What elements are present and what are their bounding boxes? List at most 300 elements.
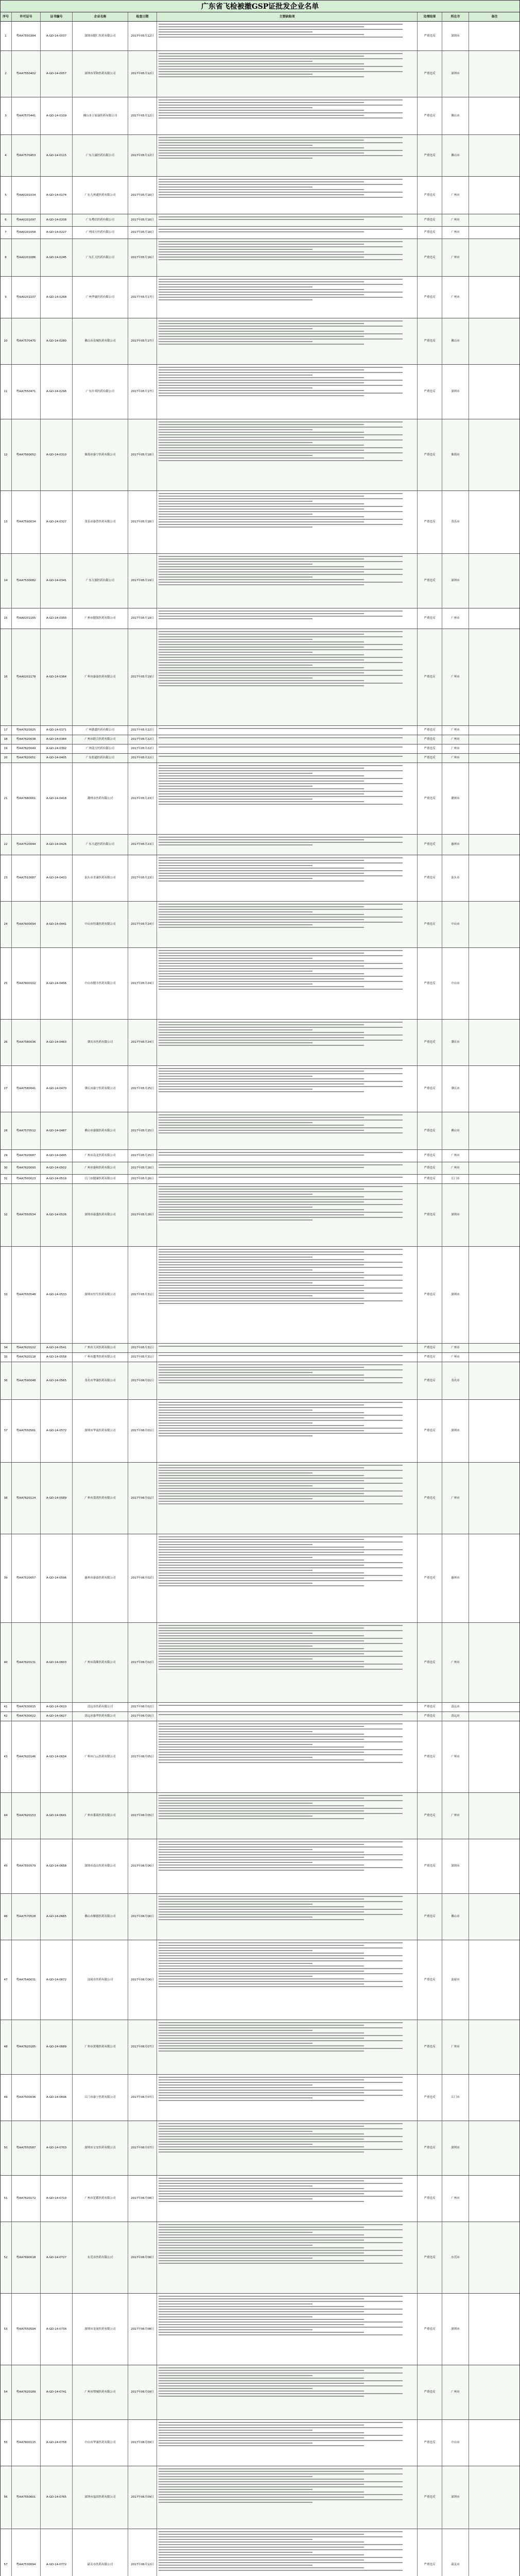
- defect-text-line: [159, 582, 403, 583]
- defect-text-line: [159, 1628, 364, 1629]
- city-cell: 中山市: [442, 948, 469, 1019]
- defect-text-line: [159, 1749, 403, 1750]
- inspection-date-cell: 2017年06月06日: [128, 1940, 157, 2020]
- header-cell-index: 序号: [2, 15, 9, 19]
- row-index-cell: 31: [4, 1177, 8, 1180]
- defect-text-line: [159, 2380, 403, 2381]
- defect-text-line: [159, 1298, 364, 1299]
- defect-text-line: [159, 1251, 364, 1252]
- defect-text-line: [159, 973, 364, 974]
- company-name-cell: 韶关市医药有限公司: [72, 2529, 128, 2576]
- cert-cell: A-GD-14-0627: [40, 1712, 72, 1721]
- defect-text-line: [159, 140, 364, 141]
- defect-text-line: [159, 953, 364, 954]
- company-name-cell: 中山市华康医药有限公司: [72, 2420, 128, 2466]
- result-cell: 严重违反: [417, 365, 442, 419]
- result-cell: 严重违反: [417, 1400, 442, 1462]
- result-cell: 严重违反: [417, 491, 442, 553]
- defect-text-line: [159, 1503, 403, 1504]
- defect-text-line: [159, 2316, 313, 2317]
- defect-text-line: [159, 197, 403, 198]
- defect-text-line: [159, 516, 364, 517]
- notes-cell: [469, 277, 520, 318]
- defect-text-line: [159, 2077, 403, 2078]
- company-name-cell: 广东大道医药有限公司: [72, 835, 128, 855]
- license-cell: 粤AA7550384: [11, 22, 40, 50]
- city-cell: 广州市: [442, 1150, 469, 1162]
- defect-text-line: [159, 1375, 364, 1376]
- defect-text-line: [159, 1896, 403, 1897]
- cert-cell: A-GD-14-0758: [40, 2420, 72, 2466]
- company-name-cell: 茂名市华康医药有限公司: [72, 1362, 128, 1399]
- row-index-cell: 29: [4, 1154, 8, 1157]
- defect-text-line: [159, 1027, 403, 1028]
- license-cell: 粤AA7630015: [11, 1703, 40, 1711]
- notes-cell: [469, 1362, 520, 1399]
- defect-text-line: [159, 1870, 364, 1871]
- defect-text-line: [159, 2198, 313, 2199]
- result-cell: 严重违反: [417, 744, 442, 753]
- defect-text-line: [159, 2440, 403, 2441]
- defect-text-line: [159, 786, 313, 787]
- defect-text-line: [159, 496, 364, 497]
- company-name-cell: 深圳市宝安医药有限公司: [72, 2121, 128, 2175]
- defect-text-line: [159, 917, 403, 918]
- license-cell: 粤AA0201034: [11, 177, 40, 214]
- table-row: [0, 1793, 520, 1839]
- defect-text-line: [159, 839, 364, 840]
- result-cell: 严重违反: [417, 1162, 442, 1174]
- defect-text-line: [159, 1498, 313, 1499]
- cert-cell: A-GD-14-0596: [40, 1534, 72, 1622]
- defect-text-line: [159, 1955, 403, 1956]
- defect-text-line: [159, 1042, 313, 1043]
- defect-text-line: [159, 775, 364, 776]
- defect-text-line: [159, 2332, 364, 2333]
- inspection-date-cell: 2017年06月01日: [128, 1463, 157, 1534]
- city-cell: 广州市: [442, 608, 469, 629]
- defect-text-line: [159, 1303, 364, 1304]
- license-cell: 粤AA7620153: [11, 1793, 40, 1839]
- city-cell: 江门市: [442, 2075, 469, 2121]
- defect-text-line: [159, 1257, 313, 1258]
- defect-text-line: [159, 2043, 313, 2044]
- notes-cell: [469, 948, 520, 1019]
- defect-text-line: [159, 1651, 403, 1652]
- defect-text-line: [159, 1091, 364, 1092]
- table-row: [0, 97, 520, 135]
- defect-text-line: [159, 2180, 364, 2181]
- defect-text-line: [159, 1071, 364, 1072]
- defect-text-line: [159, 427, 403, 428]
- row-index-cell: 16: [4, 675, 8, 679]
- result-cell: 严重违反: [417, 1247, 442, 1343]
- row-index-cell: 24: [4, 923, 8, 926]
- company-name-cell: 深圳市华南医药有限公司: [72, 1400, 128, 1462]
- license-cell: 粤AA7560052: [11, 419, 40, 490]
- header-cell-date: 检查日期: [128, 12, 157, 21]
- notes-cell: [469, 318, 520, 364]
- cert-cell: A-GD-14-0634: [40, 1721, 72, 1792]
- defect-text-line: [159, 115, 364, 116]
- license-cell: 粤AA7620038: [11, 735, 40, 744]
- inspection-date-cell: 2017年06月02日: [128, 1534, 157, 1622]
- license-cell: 粤AA7690018: [11, 2222, 40, 2293]
- defect-text-line: [159, 286, 313, 287]
- defect-text-line: [159, 2383, 364, 2384]
- cert-cell: A-GD-14-0487: [40, 1112, 72, 1149]
- defect-text-line: [159, 1633, 313, 1634]
- defect-text-line: [159, 2536, 403, 2537]
- defects-cell: [157, 1839, 417, 1893]
- defect-text-line: [159, 117, 403, 118]
- defect-text-line: [159, 1435, 313, 1436]
- notes-cell: [469, 835, 520, 855]
- defect-text-line: [159, 1854, 403, 1855]
- defect-text-line: [159, 2311, 364, 2312]
- defect-text-line: [159, 2430, 313, 2431]
- defects-cell: [157, 277, 417, 318]
- table-row: [0, 2176, 520, 2222]
- company-name-cell: 深圳市南山医药有限公司: [72, 1839, 128, 1893]
- defect-text-line: [159, 878, 313, 879]
- defect-text-line: [159, 1490, 403, 1492]
- defect-text-line: [159, 971, 313, 972]
- company-name-cell: 广州德盛医药有限公司: [72, 726, 128, 735]
- defect-text-line: [159, 873, 364, 874]
- inspection-date-cell: 2017年05月25日: [128, 1112, 157, 1149]
- license-cell: 粤AA7620118: [11, 1353, 40, 1362]
- notes-cell: [469, 1463, 520, 1534]
- defect-text-line: [159, 249, 313, 250]
- cert-cell: A-GD-14-0703: [40, 2121, 72, 2175]
- defect-text-line: [159, 1736, 403, 1737]
- result-cell: 严重违反: [417, 2176, 442, 2222]
- table-row: [0, 1066, 520, 1112]
- table-row: [0, 365, 520, 419]
- defect-text-line: [159, 216, 403, 217]
- company-name-cell: 广州华康医药有限公司: [72, 277, 128, 318]
- notes-cell: [469, 2529, 520, 2576]
- defect-text-line: [159, 1346, 403, 1347]
- defect-text-line: [159, 1496, 403, 1497]
- defect-text-line: [159, 1114, 403, 1115]
- table-row: [0, 1247, 520, 1344]
- defect-text-line: [159, 1430, 364, 1431]
- table-row: [0, 629, 520, 726]
- table-row: [0, 2020, 520, 2075]
- defect-text-line: [159, 1958, 364, 1959]
- defect-text-line: [159, 56, 364, 57]
- table-row: [0, 214, 520, 227]
- defect-text-line: [159, 960, 364, 961]
- defects-cell: [157, 1793, 417, 1839]
- row-index-cell: 14: [4, 579, 8, 582]
- defect-text-line: [159, 179, 403, 180]
- defect-text-line: [159, 112, 403, 113]
- table-row: [0, 491, 520, 554]
- row-index-cell: 21: [4, 796, 8, 800]
- table-row: [0, 1940, 520, 2020]
- cert-cell: A-GD-14-0296: [40, 365, 72, 419]
- defect-text-line: [159, 2260, 364, 2261]
- defect-text-line: [159, 2541, 364, 2543]
- defect-text-line: [159, 1744, 313, 1745]
- defect-text-line: [159, 1640, 364, 1641]
- defect-text-line: [159, 152, 364, 154]
- notes-cell: [469, 2121, 520, 2175]
- defect-text-line: [159, 284, 403, 285]
- defect-text-line: [159, 2468, 403, 2469]
- defect-text-line: [159, 53, 403, 54]
- inspection-date-cell: 2017年05月31日: [128, 1353, 157, 1362]
- inspection-date-cell: 2017年05月12日: [128, 51, 157, 97]
- defect-text-line: [159, 2050, 364, 2052]
- defect-text-line: [159, 1428, 403, 1429]
- defect-text-line: [159, 1909, 403, 1910]
- license-cell: 粤AA7620131: [11, 1623, 40, 1702]
- company-name-cell: 深圳市健仁医药有限公司: [72, 22, 128, 50]
- license-cell: 粤AA0201058: [11, 227, 40, 239]
- notes-cell: [469, 1721, 520, 1792]
- cert-cell: A-GD-14-0526: [40, 1184, 72, 1246]
- defects-cell: [157, 419, 417, 490]
- city-cell: 广州市: [442, 1463, 469, 1534]
- result-cell: 严重违反: [417, 1534, 442, 1622]
- company-name-cell: 佛山市康源医药有限公司: [72, 1112, 128, 1149]
- defect-text-line: [159, 2178, 403, 2179]
- defect-text-line: [159, 393, 403, 394]
- defect-text-line: [159, 1656, 403, 1657]
- defects-cell: [157, 1534, 417, 1622]
- defect-text-line: [159, 1212, 403, 1213]
- defect-text-line: [159, 1544, 313, 1545]
- company-name-cell: 中山市健丰医药有限公司: [72, 948, 128, 1019]
- row-index-cell: 9: [5, 295, 7, 299]
- defect-text-line: [159, 2334, 403, 2335]
- defect-text-line: [159, 372, 403, 373]
- defect-text-line: [159, 2492, 364, 2493]
- result-cell: 严重违反: [417, 726, 442, 735]
- city-cell: 广州市: [442, 735, 469, 744]
- defect-text-line: [159, 2319, 364, 2320]
- defect-text-line: [159, 2301, 403, 2302]
- defect-text-line: [159, 1199, 403, 1200]
- result-cell: 严重违反: [417, 2294, 442, 2365]
- defect-text-line: [159, 2560, 364, 2561]
- defect-text-line: [159, 1917, 313, 1918]
- header-cell-cert: 证书编号: [40, 12, 72, 21]
- inspection-date-cell: 2017年05月23日: [128, 855, 157, 901]
- defect-text-line: [159, 2191, 403, 2192]
- cert-cell: A-GD-14-0565: [40, 1362, 72, 1399]
- defect-text-line: [159, 1726, 364, 1727]
- defect-text-line: [159, 1209, 364, 1210]
- defect-text-line: [159, 564, 313, 565]
- row-index-cell: 57: [4, 2563, 8, 2566]
- table-row: [0, 1703, 520, 1712]
- defect-text-line: [159, 1189, 364, 1190]
- table-row: [0, 1184, 520, 1247]
- cert-cell: A-GD-14-0734: [40, 2294, 72, 2365]
- table-row: [0, 419, 520, 491]
- defect-text-line: [159, 986, 364, 987]
- result-cell: 严重违反: [417, 2466, 442, 2529]
- defect-text-line: [159, 1501, 364, 1502]
- notes-cell: [469, 1400, 520, 1462]
- defect-text-line: [159, 2298, 364, 2299]
- defect-text-line: [159, 1407, 403, 1408]
- cert-cell: A-GD-14-0610: [40, 1703, 72, 1711]
- table-row: [0, 1894, 520, 1940]
- result-cell: 严重违反: [417, 1894, 442, 1940]
- defect-text-line: [159, 950, 403, 951]
- defect-text-line: [159, 1536, 403, 1537]
- defect-text-line: [159, 432, 364, 433]
- defect-text-line: [159, 2443, 313, 2444]
- defect-text-line: [159, 783, 403, 784]
- defect-text-line: [159, 1757, 313, 1758]
- inspection-date-cell: 2017年06月07日: [128, 2020, 157, 2074]
- defect-text-line: [159, 1865, 364, 1866]
- defect-text-line: [159, 796, 403, 797]
- table-row: [0, 1162, 520, 1175]
- company-name-cell: 广州市白云医药有限公司: [72, 1721, 128, 1792]
- row-index-cell: 53: [4, 2327, 8, 2331]
- result-cell: 严重违反: [417, 1175, 442, 1183]
- defect-text-line: [159, 323, 364, 324]
- defects-cell: [157, 763, 417, 834]
- row-index-cell: 8: [5, 256, 7, 259]
- defect-text-line: [159, 667, 364, 668]
- inspection-date-cell: 2017年06月01日: [128, 1362, 157, 1399]
- defect-text-line: [159, 1081, 403, 1082]
- cert-cell: A-GD-14-0533: [40, 1247, 72, 1343]
- table-row: [0, 754, 520, 763]
- company-name-cell: 广州市天河医药有限公司: [72, 1344, 128, 1352]
- defects-cell: [157, 135, 417, 176]
- defects-cell: [157, 1362, 417, 1399]
- table-row: [0, 1721, 520, 1793]
- defect-text-line: [159, 652, 313, 653]
- result-cell: 严重违反: [417, 1020, 442, 1065]
- defect-text-line: [159, 2128, 403, 2129]
- defect-text-line: [159, 145, 313, 146]
- inspection-date-cell: 2017年05月26日: [128, 1175, 157, 1183]
- company-name-cell: 佛山市众城医药有限公司: [72, 318, 128, 364]
- result-cell: 严重违反: [417, 1066, 442, 1112]
- defect-text-line: [159, 1759, 364, 1760]
- row-index-cell: 20: [4, 756, 8, 759]
- defect-text-line: [159, 2025, 364, 2026]
- license-cell: 粤AA7590048: [11, 1362, 40, 1399]
- defect-text-line: [159, 1560, 364, 1561]
- defect-text-line: [159, 380, 403, 381]
- notes-cell: [469, 2420, 520, 2466]
- defect-text-line: [159, 1852, 364, 1853]
- defect-text-line: [159, 1259, 364, 1260]
- city-cell: 深圳市: [442, 1839, 469, 1893]
- defect-text-line: [159, 1377, 403, 1378]
- defect-text-line: [159, 556, 403, 557]
- inspection-date-cell: 2017年05月26日: [128, 1162, 157, 1174]
- company-name-cell: 惠州市康泰医药有限公司: [72, 1534, 128, 1622]
- defect-text-line: [159, 672, 364, 673]
- defect-text-line: [159, 29, 403, 30]
- table-row: [0, 2420, 520, 2466]
- company-name-cell: 广州市番禺医药有限公司: [72, 1793, 128, 1839]
- defect-text-line: [159, 989, 403, 990]
- license-cell: 粤AA7550548: [11, 1247, 40, 1343]
- result-cell: 严重违反: [417, 1353, 442, 1362]
- inspection-date-cell: 2017年06月06日: [128, 1839, 157, 1893]
- defect-text-line: [159, 1714, 403, 1715]
- city-cell: 惠州市: [442, 1534, 469, 1622]
- city-cell: 广州市: [442, 1344, 469, 1352]
- cert-cell: A-GD-14-0268: [40, 277, 72, 318]
- defect-text-line: [159, 1191, 403, 1192]
- header-cell-result: 处理结果: [417, 12, 442, 21]
- company-name-cell: 深圳市福田医药有限公司: [72, 2466, 128, 2529]
- defect-text-line: [159, 395, 364, 396]
- inspection-date-cell: 2017年06月09日: [128, 2365, 157, 2419]
- result-cell: 严重违反: [417, 1463, 442, 1534]
- company-name-cell: 广州市越秀医药有限公司: [72, 1353, 128, 1362]
- defect-text-line: [159, 1762, 403, 1763]
- defect-text-line: [159, 289, 364, 290]
- defect-text-line: [159, 460, 403, 461]
- defect-text-line: [159, 2126, 364, 2127]
- defect-text-line: [159, 791, 403, 792]
- defect-text-line: [159, 1267, 403, 1268]
- table-row: [0, 51, 520, 97]
- notes-cell: [469, 97, 520, 134]
- defect-text-line: [159, 927, 364, 928]
- license-cell: 粤AA7550471: [11, 365, 40, 419]
- license-cell: 粤AA7620172: [11, 2176, 40, 2222]
- defects-cell: [157, 177, 417, 214]
- defect-text-line: [159, 647, 364, 648]
- defects-cell: [157, 2294, 417, 2365]
- city-cell: 东莞市: [442, 2222, 469, 2293]
- defect-text-line: [159, 2092, 364, 2093]
- defect-text-line: [159, 1648, 364, 1649]
- defect-text-line: [159, 2329, 313, 2330]
- notes-cell: [469, 2294, 520, 2365]
- defect-text-line: [159, 1798, 364, 1799]
- defect-text-line: [159, 147, 364, 148]
- license-cell: 粤AA7590034: [11, 491, 40, 553]
- cert-cell: A-GD-14-0057: [40, 51, 72, 97]
- table-row: [0, 1463, 520, 1534]
- defect-text-line: [159, 375, 313, 376]
- company-name-cell: 清远市医药有限公司: [72, 1703, 128, 1711]
- defect-text-line: [159, 1968, 403, 1969]
- defect-text-line: [159, 2367, 403, 2368]
- row-index-cell: 23: [4, 876, 8, 879]
- defect-text-line: [159, 2032, 364, 2033]
- defect-text-line: [159, 1723, 403, 1724]
- defect-text-line: [159, 1816, 313, 1817]
- defects-cell: [157, 2121, 417, 2175]
- city-cell: 深圳市: [442, 2121, 469, 2175]
- defects-cell: [157, 22, 417, 50]
- notes-cell: [469, 227, 520, 239]
- defect-text-line: [159, 1364, 403, 1365]
- defect-text-line: [159, 1287, 403, 1289]
- defect-text-line: [159, 1978, 364, 1979]
- defect-text-line: [159, 865, 313, 866]
